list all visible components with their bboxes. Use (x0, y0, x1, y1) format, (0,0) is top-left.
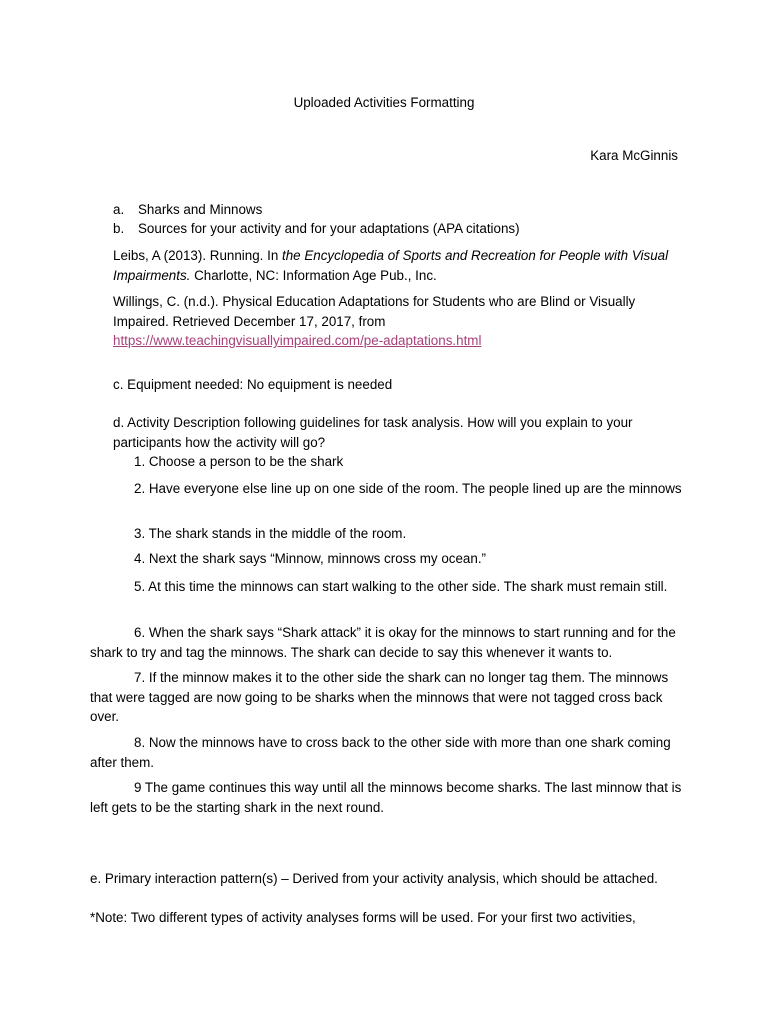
reference-willings (113, 292, 693, 351)
step-6: 6. When the shark says “Shark attack” it is okay for the minnows to start running and for the shark to try and tag the minnows. The shark can decide to say this whenever it wants to. (90, 625, 676, 660)
activity-description: d. Activity Description following guidelines for task analysis. How will you explain to your participants how the activity will go? (113, 415, 633, 450)
step-9: 9 The game continues this way until all the minnows become sharks. The last minnow that is left gets to be the starting shark in the next round. (90, 780, 682, 815)
reference-link[interactable]: https://www.teachingvisuallyimpaired.com/pe-adaptations.html (113, 333, 482, 348)
interaction-pattern: e. Primary interaction pattern(s) – Derived from your activity analysis, which should be attached. (90, 871, 658, 886)
reference-text: Willings, C. (n.d.). Physical Education Adaptations for Students who are Blind or Visually Impaired. Retrieved December 17, 2017, from (113, 294, 636, 329)
reference-book-title: the Encyclopedia of Sports and Recreation for People with Visual Impairments. (113, 248, 669, 283)
step-3: 3. The shark stands in the middle of the room. (134, 526, 407, 541)
document-title: Uploaded Activities Formatting (293, 95, 475, 110)
list-text: Sources for your activity and for your adaptations (APA citations) (138, 221, 520, 236)
list-item-a (113, 200, 693, 220)
step-2: 2. Have everyone else line up on one side of the room. The people lined up are the minnows (134, 481, 682, 496)
reference-publisher: Charlotte, NC: Information Age Pub., Inc. (190, 267, 437, 283)
equipment-line: c. Equipment needed: No equipment is needed (113, 377, 393, 392)
step-8: 8. Now the minnows have to cross back to the other side with more than one shark coming after them. (90, 735, 671, 770)
step-4: 4. Next the shark says “Minnow, minnows cross my ocean.” (134, 551, 487, 566)
author-name: Kara McGinnis (590, 148, 678, 163)
step-7: 7. If the minnow makes it to the other side the shark can no longer tag them. The minnows that were tagged are now going to be sharks when the minnows that were not tagged cross back over. (90, 670, 669, 724)
list-text: Sharks and Minnows (138, 202, 263, 217)
list-label: a. (113, 202, 125, 217)
reference-text: Leibs, A (2013). Running. In (113, 248, 282, 263)
note-line: *Note: Two different types of activity analyses forms will be used. For your first two activities, (90, 910, 636, 925)
step-5: 5. At this time the minnows can start walking to the other side. The shark must remain still. (134, 579, 668, 594)
list-label: b. (113, 221, 125, 236)
step-1: 1. Choose a person to be the shark (134, 454, 344, 469)
reference-leibs (113, 246, 693, 285)
list-item-b (113, 219, 693, 239)
